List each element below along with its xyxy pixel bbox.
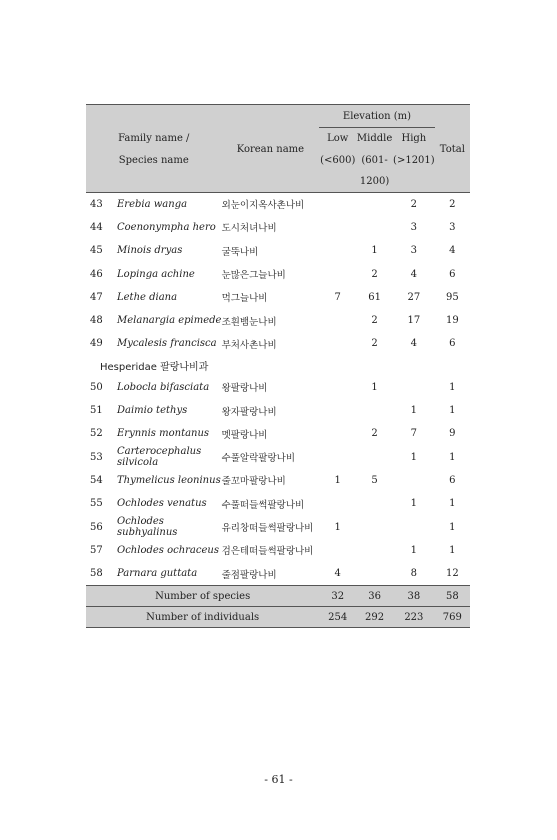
row-number: 54	[90, 474, 103, 486]
high-count: 8	[410, 568, 418, 580]
korean-name: 유리창떠들썩팔랑나비	[221, 523, 314, 534]
row-number: 50	[90, 381, 103, 393]
family-row	[86, 356, 470, 376]
table-row	[86, 332, 470, 355]
korean-name: 부처사촌나비	[221, 339, 277, 351]
low-range-header: (<600)	[320, 155, 356, 166]
header-row-2	[86, 128, 470, 150]
table-row	[86, 469, 470, 492]
row-number: 46	[90, 268, 103, 280]
high-header: High	[401, 133, 427, 145]
middle-header: Middle	[356, 133, 393, 145]
high-count: 17	[407, 315, 421, 327]
low-count	[319, 262, 356, 285]
elevation-header: Elevation (m)	[319, 105, 434, 128]
total-count: 19	[445, 315, 459, 327]
high-count: 1	[410, 451, 418, 463]
korean-name: 왕팔랑나비	[221, 383, 268, 395]
middle-count	[356, 192, 393, 216]
low-count	[319, 332, 356, 355]
row-number: 49	[90, 338, 103, 350]
high-count: 2	[410, 198, 418, 210]
row-number: 55	[90, 498, 103, 510]
high-count: 3	[410, 245, 418, 257]
high-count: 1	[410, 405, 418, 417]
korean-name: 멧팔랑나비	[221, 429, 268, 441]
table-row	[86, 515, 470, 538]
species-name: Coenonympha hero	[117, 221, 216, 233]
middle-count: 5	[371, 474, 378, 486]
low-count	[319, 216, 356, 239]
low-count: 4	[334, 568, 341, 580]
total-count: 6	[449, 338, 456, 350]
total-count: 1	[449, 451, 456, 463]
middle-count: 2	[371, 315, 378, 327]
middle-count	[356, 216, 393, 239]
table-row	[86, 562, 470, 586]
species-name: Melanargia epimede	[117, 315, 222, 327]
species-name: Parnara guttata	[117, 568, 198, 580]
total-count: 1	[449, 544, 456, 556]
middle-count: 1	[371, 381, 378, 393]
table-row	[86, 262, 470, 285]
row-number: 43	[90, 198, 103, 210]
high-count: 3	[410, 221, 418, 233]
row-number: 52	[90, 428, 103, 440]
species-name-header: Species name	[118, 155, 189, 166]
korean-name: 굴뚝나비	[221, 246, 259, 258]
row-number: 45	[90, 245, 103, 257]
korean-name-header: Korean name	[236, 144, 305, 155]
low-count	[319, 539, 356, 562]
total-count: 12	[445, 568, 459, 580]
high-count: 1	[410, 544, 418, 556]
low-count	[319, 445, 356, 468]
korean-name: 먹그늘나비	[221, 293, 268, 305]
total-count: 9	[449, 428, 456, 440]
middle-count	[356, 562, 393, 586]
middle-count	[356, 492, 393, 515]
high-range-header: (>1201)	[393, 155, 435, 166]
table-row	[86, 286, 470, 309]
middle-count	[356, 539, 393, 562]
species-low: 32	[319, 586, 356, 607]
high-count: 7	[410, 428, 418, 440]
total-count: 1	[449, 521, 456, 533]
rows-group-a	[86, 192, 470, 356]
middle-count	[356, 399, 393, 422]
total-count: 4	[449, 245, 456, 257]
row-number: 47	[90, 291, 103, 303]
korean-name: 외눈이지옥사촌나비	[221, 200, 305, 212]
low-count	[319, 239, 356, 262]
korean-name: 검은테떠들썩팔랑나비	[221, 546, 314, 558]
total-count: 2	[449, 198, 456, 210]
korean-name: 왕자팔랑나비	[221, 406, 277, 418]
middle-count: 1	[371, 245, 378, 257]
species-name: Erebia wanga	[117, 198, 188, 210]
species-name: Mycalesis francisca	[117, 338, 217, 350]
row-number: 51	[90, 405, 103, 417]
total-count: 6	[449, 268, 456, 280]
low-count: 7	[334, 291, 341, 303]
korean-name: 도시처녀나비	[221, 223, 277, 235]
middle-count: 2	[371, 428, 378, 440]
species-name: Ochlodes subhyalinus	[117, 516, 178, 538]
row-number: 44	[90, 221, 103, 233]
species-name: Lopinga achine	[117, 268, 195, 280]
species-name: Ochlodes ochraceus	[117, 544, 219, 556]
table-row	[86, 216, 470, 239]
middle-range-header: (601-	[361, 155, 388, 166]
high-count	[393, 376, 435, 399]
low-count	[319, 376, 356, 399]
table-row	[86, 492, 470, 515]
species-elevation-table	[86, 104, 470, 628]
individuals-count-row	[86, 607, 470, 628]
low-count	[319, 399, 356, 422]
individuals-middle: 292	[356, 607, 393, 628]
table-row	[86, 239, 470, 262]
species-middle: 36	[356, 586, 393, 607]
table-row	[86, 445, 470, 468]
low-count	[319, 422, 356, 445]
total-count: 3	[449, 221, 456, 233]
table-row	[86, 192, 470, 216]
low-header: Low	[327, 133, 349, 145]
high-count: 4	[410, 268, 418, 280]
low-count: 1	[334, 474, 341, 486]
row-number: 48	[90, 315, 103, 327]
row-number: 57	[90, 544, 103, 556]
species-name: Thymelicus leoninus	[117, 474, 221, 486]
total-count: 1	[449, 381, 456, 393]
row-number: 53	[90, 451, 103, 463]
total-count: 95	[445, 291, 459, 303]
middle-count	[356, 515, 393, 538]
total-header: Total	[439, 144, 465, 155]
species-name: Carterocephalus silvicola	[117, 446, 202, 469]
middle-count: 61	[368, 291, 381, 303]
row-number: 56	[90, 521, 103, 533]
high-count	[393, 469, 435, 492]
high-count	[393, 515, 435, 538]
korean-name: 조흰뱀눈나비	[221, 316, 277, 328]
species-name: Lethe diana	[117, 291, 178, 303]
species-name: Daimio tethys	[117, 405, 188, 417]
individuals-total: 769	[435, 607, 470, 628]
korean-name: 줄점팔랑나비	[221, 569, 277, 581]
low-count	[319, 492, 356, 515]
high-count: 1	[410, 498, 418, 510]
species-name: Lobocla bifasciata	[117, 381, 210, 393]
middle-range-header-2: 1200)	[356, 172, 393, 193]
species-name: Ochlodes venatus	[117, 498, 207, 510]
header-row-4	[86, 172, 470, 193]
individuals-low: 254	[319, 607, 356, 628]
table-row	[86, 399, 470, 422]
header-row-1	[86, 105, 470, 128]
high-count: 4	[410, 338, 418, 350]
species-count-row	[86, 586, 470, 607]
species-total: 58	[435, 586, 470, 607]
korean-name: 눈많은그늘나비	[221, 270, 286, 282]
table-row	[86, 422, 470, 445]
family-label: Hesperidae 팔랑나비과	[100, 362, 209, 374]
korean-name: 수풀떠들썩팔랑나비	[221, 499, 305, 511]
family-name-header: Family name /	[118, 133, 190, 144]
low-count: 1	[334, 521, 341, 533]
low-count	[319, 309, 356, 332]
total-count: 1	[449, 405, 456, 417]
species-high: 38	[393, 586, 435, 607]
individuals-count-label: Number of individuals	[86, 607, 319, 628]
page-number: - 61 -	[264, 773, 293, 786]
middle-count	[356, 445, 393, 468]
high-count: 27	[407, 291, 421, 303]
middle-count: 2	[371, 268, 378, 280]
species-name: Minois dryas	[117, 245, 183, 257]
row-number: 58	[90, 568, 103, 580]
table-row	[86, 309, 470, 332]
total-count: 1	[449, 498, 456, 510]
low-count	[319, 192, 356, 216]
total-count: 6	[449, 474, 456, 486]
korean-name: 수풀알락팔랑나비	[221, 453, 295, 465]
korean-name: 줄꼬마팔랑나비	[221, 476, 286, 488]
species-name: Erynnis montanus	[117, 428, 210, 440]
table-row	[86, 539, 470, 562]
table-row	[86, 376, 470, 399]
species-count-label: Number of species	[86, 586, 319, 607]
middle-count: 2	[371, 338, 378, 350]
individuals-high: 223	[393, 607, 435, 628]
rows-group-b	[86, 376, 470, 586]
